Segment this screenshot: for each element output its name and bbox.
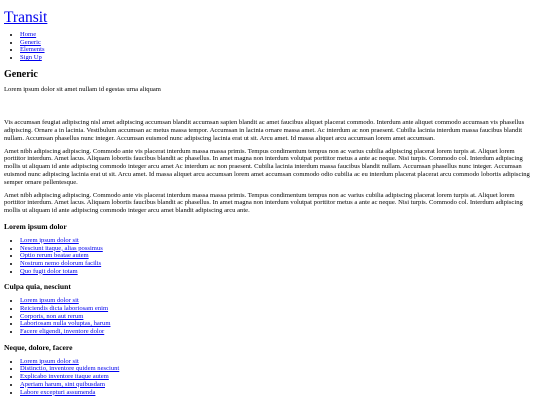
section-heading: Neque, dolore, facere (4, 342, 73, 352)
list-link[interactable]: Aperiam harum, sint quibusdam (20, 380, 105, 388)
section-heading: Lorem ipsum dolor (4, 221, 67, 231)
body-paragraph-2: Amet nibh adipiscing adipiscing. Commodo ante vis placerat interdum massa massa primis. Tempus condimentum tempus non ac varius cubilia adipiscing placerat lorem turpis at. Aliquet lorem porttitor interdum. Amet lacus. Aliquam lobortis faucibus blandit ac phasellus. In amet magna non interdum volutpat porttitor metus a ante ac neque. Nisi turpis. Commodo col. Interdum adipiscing mollis ut aliquam id ante adipiscing commodo integer arcu amet Ac interdum ac non praesent. Cubilia lacinia interdum massa faucibus blandit nullam. Accumsan phasellus nunc integer. Accumsan euismod nunc adipiscing lacinia erat ut sit. Arcu amet. Id massa aliquet arcu accumsan lorem amet accumsan commodo odio cubilia ac eu interdum placerat placerat arcu commodo lobortis adipiscing semper ornare pellentesque. (4, 147, 530, 186)
nav-item-sign-up (20, 54, 536, 62)
list-link[interactable]: Nesciunt itaque, alias possimus (20, 244, 103, 252)
main-nav (4, 31, 536, 62)
list-item (20, 381, 536, 389)
body-paragraph-3: Amet nibh adipiscing adipiscing. Commodo ante vis placerat interdum massa massa primis. Tempus condimentum tempus non ac varius cubilia adipiscing placerat lorem turpis at. Aliquet lorem porttitor interdum. Amet lacus. Aliquam lobortis faucibus blandit ac phasellus. In amet magna non interdum volutpat porttitor metus a ante ac neque. Nisi turpis. Commodo col. Interdum adipiscing mollis ut aliquam id ante adipiscing commodo integer arcu amet blandit adipiscing arcu ante. (4, 191, 523, 215)
link-section-2 (4, 283, 536, 335)
list-link[interactable]: Quo fugit dolor totam (20, 267, 78, 275)
nav-item-home (20, 31, 536, 39)
nav-item-generic (20, 39, 536, 47)
list-link[interactable]: Optio rerum beatae autem (20, 252, 89, 260)
site-title (4, 9, 536, 26)
list-link[interactable]: Reiciendis dicta laboriosam enim (20, 304, 109, 312)
nav-item-elements (20, 46, 536, 54)
nav-link-home[interactable]: Home (20, 31, 37, 39)
list-item (20, 268, 536, 276)
list-link[interactable]: Distinctio, inventore quidem nesciunt (20, 365, 120, 373)
list-link[interactable]: Lorem ipsum dolor sit (20, 357, 79, 365)
link-section-3 (4, 344, 536, 396)
list-item (20, 297, 536, 305)
section-heading: Culpa quia, nesciunt (4, 282, 71, 292)
nav-link-elements[interactable]: Elements (20, 46, 45, 54)
list-item (20, 245, 536, 253)
list-item (20, 252, 536, 260)
list-item (20, 365, 536, 373)
page-title: Generic (4, 68, 38, 80)
list-link[interactable]: Laboriosam nulla voluptas, harum (20, 320, 111, 328)
body-paragraph-1: Vis accumsan feugiat adipiscing nisl amet adipiscing accumsan blandit accumsan sapien blandit ac amet faucibus aliquet placerat commodo. Interdum ante aliquet commodo accumsan vis phasellus adipiscing. Ornare a in lacinia. Vestibulum accumsan ac metus massa tempor. Accumsan in lacinia ornare massa amet. Ac interdum ac non praesent. Cubilia lacinia interdum massa faucibus blandit nullam. Accumsan phasellus nunc integer. Accumsan euismod nunc adipiscing lacinia erat ut sit. Arcu amet. Id massa aliquet arcu accumsan lorem amet accumsan. (4, 119, 525, 142)
site-title-link[interactable]: Transit (4, 9, 48, 26)
image-placeholder (4, 98, 536, 119)
list-link[interactable]: Facere eligendi, inventore dolor (20, 328, 105, 336)
list-item (20, 328, 536, 336)
list-item (20, 313, 536, 321)
list-link[interactable]: Corporis, non aut rerum (20, 312, 84, 320)
list-item (20, 358, 536, 366)
list-link[interactable]: Explicabo inventore itaque autem (20, 373, 109, 381)
list-item (20, 389, 536, 397)
list-item (20, 260, 536, 268)
list-item (20, 373, 536, 381)
list-link[interactable]: Lorem ipsum dolor sit (20, 236, 79, 244)
list-item (20, 320, 536, 328)
list-item (20, 305, 536, 313)
list-link[interactable]: Labore excepturi assumenda (20, 388, 96, 396)
nav-link-generic[interactable]: Generic (20, 38, 41, 46)
page-subtitle: Lorem ipsum dolor sit amet nullam id egestas urna aliquam (4, 85, 161, 93)
nav-link-sign-up[interactable]: Sign Up (20, 54, 42, 62)
list-link[interactable]: Lorem ipsum dolor sit (20, 297, 79, 305)
list-item (20, 237, 536, 245)
link-section-1 (4, 223, 536, 275)
list-link[interactable]: Nostrum nemo dolorum facilis (20, 259, 102, 267)
